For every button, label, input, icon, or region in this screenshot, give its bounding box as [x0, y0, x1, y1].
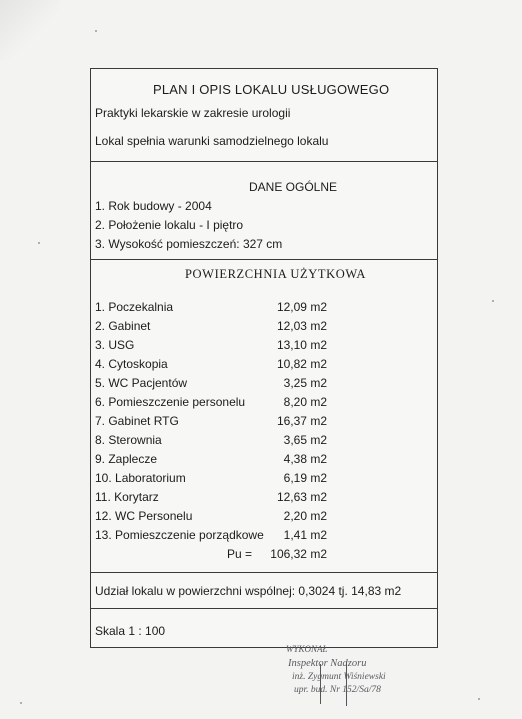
room-label: 1. Poczekalnia [95, 300, 174, 314]
signature-stroke [320, 664, 321, 704]
document-subtitle: Praktyki lekarskie w zakresie urologii [95, 106, 291, 120]
general-item: 1. Rok budowy - 2004 [95, 199, 212, 213]
area-heading: POWIERZCHNIA UŻYTKOWA [185, 267, 366, 281]
room-value: 2,20 m2 [283, 509, 327, 523]
paper-speck [95, 30, 97, 32]
common-area-share: Udział lokalu w powierzchni wspólnej: 0,3024 tj. 14,83 m2 [95, 584, 402, 598]
paper-speck [20, 702, 22, 704]
room-row [95, 395, 327, 414]
inspector-stamp [280, 644, 420, 706]
paper-speck [492, 300, 494, 302]
room-row [95, 319, 327, 338]
stamp-line: upr. bud. Nr 152/Sa/78 [294, 685, 381, 695]
scale-note: Skala 1 : 100 [95, 624, 166, 638]
room-value: 6,19 m2 [283, 471, 327, 485]
total-label: Pu = [227, 547, 253, 561]
room-label: 6. Pomieszczenie personelu [95, 395, 246, 409]
room-value: 12,09 m2 [276, 300, 327, 314]
room-row [95, 338, 327, 357]
paper-fold-shadow [0, 0, 60, 60]
room-value: 13,10 m2 [276, 338, 327, 352]
total-value: 106,32 m2 [270, 547, 327, 561]
section-divider [91, 572, 437, 573]
room-row [95, 414, 327, 433]
stamp-line: Inspektor Nadzoru [288, 658, 367, 669]
room-label: 2. Gabinet [95, 319, 151, 333]
room-value: 3,65 m2 [283, 433, 327, 447]
section-divider [91, 608, 437, 609]
room-value: 12,63 m2 [276, 490, 327, 504]
document-title: PLAN I OPIS LOKALU USŁUGOWEGO [153, 82, 390, 97]
room-label: 7. Gabinet RTG [95, 414, 179, 428]
paper-speck [478, 698, 480, 700]
room-value: 3,25 m2 [283, 376, 327, 390]
room-row [95, 452, 327, 471]
stamp-top: WYKONAŁ [286, 644, 328, 654]
room-row [95, 509, 327, 528]
room-label: 9. Zaplecze [95, 452, 158, 466]
stamp-line: inż. Zygmunt Wiśniewski [292, 672, 386, 682]
document-frame [90, 68, 438, 648]
room-label: 3. USG [95, 338, 135, 352]
signature-stroke [346, 662, 347, 706]
room-label: 10. Laboratorium [95, 471, 186, 485]
room-value: 16,37 m2 [276, 414, 327, 428]
total-row [95, 547, 327, 566]
room-value: 12,03 m2 [276, 319, 327, 333]
room-row [95, 471, 327, 490]
room-label: 13. Pomieszczenie porządkowe [95, 528, 264, 542]
document-note: Lokal spełnia warunki samodzielnego lokalu [95, 134, 329, 148]
general-item: 2. Położenie lokalu - I piętro [95, 218, 244, 232]
room-label: 4. Cytoskopia [95, 357, 168, 371]
room-value: 8,20 m2 [283, 395, 327, 409]
room-label: 11. Korytarz [95, 490, 159, 504]
room-row [95, 300, 327, 319]
room-row [95, 376, 327, 395]
room-value: 4,38 m2 [283, 452, 327, 466]
room-value: 1,41 m2 [283, 528, 327, 542]
paper-speck [38, 242, 40, 244]
general-heading: DANE OGÓLNE [249, 180, 338, 194]
general-item: 3. Wysokość pomieszczeń: 327 cm [95, 237, 283, 251]
room-row [95, 490, 327, 509]
room-row [95, 528, 327, 547]
section-divider [91, 259, 437, 260]
section-divider [91, 161, 437, 162]
room-label: 5. WC Pacjentów [95, 376, 188, 390]
room-row [95, 357, 327, 376]
room-label: 12. WC Personelu [95, 509, 193, 523]
room-row [95, 433, 327, 452]
room-value: 10,82 m2 [276, 357, 327, 371]
room-label: 8. Sterownia [95, 433, 162, 447]
